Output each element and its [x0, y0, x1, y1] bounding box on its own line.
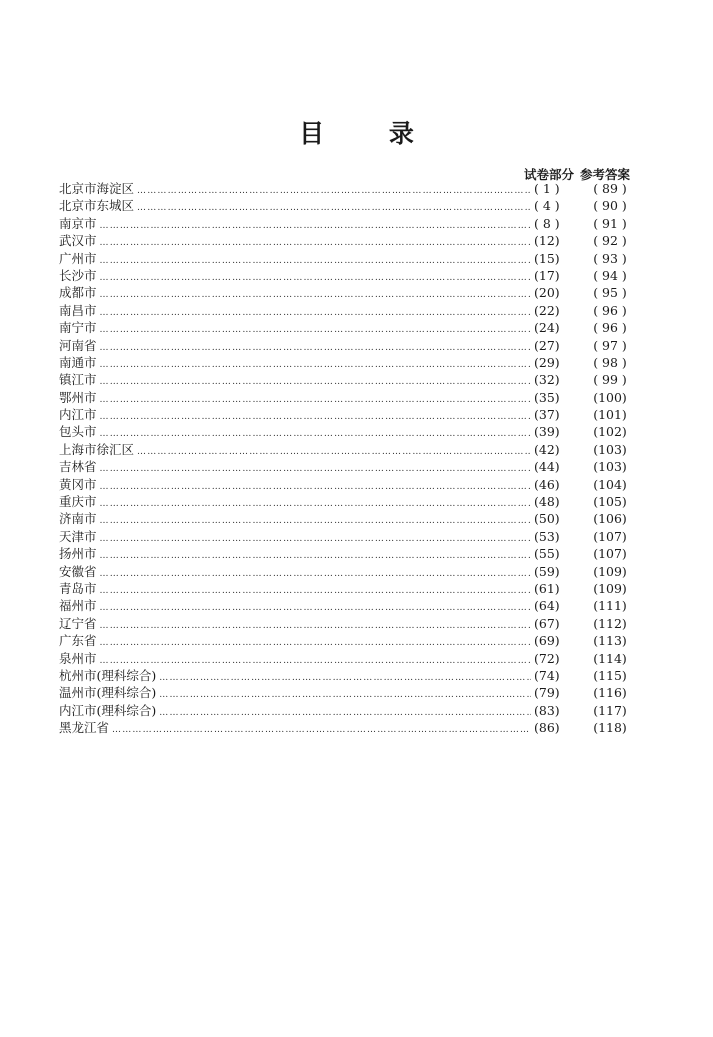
toc-entry-name: 鄂州市 — [59, 389, 97, 405]
toc-entry-name: 青岛市 — [59, 580, 97, 596]
toc-leader-dots — [137, 200, 531, 217]
toc-entry-answer-page: (114) — [593, 650, 627, 666]
toc-entry-name: 南通市 — [59, 354, 97, 370]
table-of-contents — [59, 180, 634, 737]
toc-entry-page: (72) — [534, 650, 560, 666]
toc-entry-name: 南昌市 — [59, 302, 97, 318]
toc-entry-page: (24) — [534, 320, 560, 336]
toc-leader-dots — [100, 322, 531, 339]
toc-entry-answer-page: (104) — [593, 476, 627, 492]
toc-entry-name: 天津市 — [59, 528, 97, 544]
toc-entry-answer-page: ( 92 ) — [593, 233, 627, 249]
toc-leader-dots — [100, 461, 531, 478]
toc-entry-answer-page: ( 98 ) — [593, 354, 627, 370]
toc-leader-dots — [100, 409, 531, 426]
toc-entry-name: 黑龙江省 — [59, 720, 110, 736]
toc-leader-dots — [159, 687, 531, 704]
toc-entry[interactable] — [59, 423, 634, 440]
toc-entry-page: (61) — [534, 580, 560, 596]
toc-entry-page: (12) — [534, 233, 560, 249]
toc-entry-page: (48) — [534, 494, 560, 510]
toc-entry[interactable] — [59, 215, 634, 232]
toc-entry-answer-page: (113) — [593, 633, 627, 649]
toc-entry-page: ( 4 ) — [534, 198, 560, 214]
toc-entry[interactable] — [59, 441, 634, 458]
toc-entry[interactable] — [59, 580, 634, 597]
toc-entry[interactable] — [59, 528, 634, 545]
toc-entry-page: (86) — [534, 720, 560, 736]
toc-entry-name: 南京市 — [59, 215, 97, 231]
toc-entry[interactable] — [59, 319, 634, 336]
toc-entry-answer-page: (112) — [593, 615, 627, 631]
toc-leader-dots — [100, 513, 531, 530]
toc-leader-dots — [100, 270, 531, 287]
toc-leader-dots — [100, 392, 531, 409]
toc-entry-name: 吉林省 — [59, 459, 97, 475]
toc-entry-name: 杭州市(理科综合) — [59, 667, 157, 683]
toc-entry-page: (32) — [534, 372, 560, 388]
toc-entry-answer-page: ( 89 ) — [593, 181, 627, 196]
toc-entry-page: (55) — [534, 546, 560, 562]
toc-leader-dots — [100, 479, 531, 496]
toc-entry-answer-page: (109) — [593, 580, 627, 596]
toc-leader-dots — [100, 600, 531, 617]
toc-leader-dots — [159, 670, 531, 687]
toc-entry-name: 内江市(理科综合) — [59, 702, 157, 718]
toc-entry[interactable] — [59, 493, 634, 510]
toc-entry-name: 安徽省 — [59, 563, 97, 579]
toc-entry-answer-page: (100) — [593, 389, 627, 405]
paper-column-header: 试卷部分 — [524, 167, 575, 182]
toc-entry[interactable] — [59, 632, 634, 649]
toc-entry[interactable] — [59, 667, 634, 684]
toc-entry[interactable] — [59, 563, 634, 580]
toc-entry-page: (74) — [534, 667, 560, 683]
toc-entry-page: (37) — [534, 407, 560, 423]
toc-leader-dots — [100, 253, 531, 270]
toc-entry-page: (42) — [534, 441, 560, 457]
toc-entry[interactable] — [59, 719, 634, 736]
toc-entry-page: (50) — [534, 511, 560, 527]
toc-entry-page: (67) — [534, 615, 560, 631]
toc-leader-dots — [100, 287, 531, 304]
toc-entry-answer-page: ( 97 ) — [593, 337, 627, 353]
toc-entry-name: 成都市 — [59, 285, 97, 301]
toc-leader-dots — [100, 218, 531, 235]
toc-leader-dots — [100, 340, 531, 357]
toc-leader-dots — [100, 531, 531, 548]
toc-entry[interactable] — [59, 406, 634, 423]
toc-entry-name: 河南省 — [59, 337, 97, 353]
toc-entry-answer-page: ( 96 ) — [593, 320, 627, 336]
toc-entry-name: 南宁市 — [59, 320, 97, 336]
toc-entry-page: (15) — [534, 250, 560, 266]
toc-entry-answer-page: (115) — [593, 667, 627, 683]
toc-entry[interactable] — [59, 232, 634, 249]
toc-entry-answer-page: (107) — [593, 528, 627, 544]
toc-entry-answer-page: (109) — [593, 563, 627, 579]
toc-entry-answer-page: (103) — [593, 459, 627, 475]
toc-entry-answer-page: ( 95 ) — [593, 285, 627, 301]
toc-entry-answer-page: (106) — [593, 511, 627, 527]
toc-entry-name: 内江市 — [59, 407, 97, 423]
toc-entry-name: 扬州市 — [59, 546, 97, 562]
toc-entry-page: (46) — [534, 476, 560, 492]
toc-leader-dots — [100, 566, 531, 583]
toc-entry-page: ( 1 ) — [534, 181, 560, 196]
toc-entry-name: 镇江市 — [59, 372, 97, 388]
toc-entry-answer-page: (101) — [593, 407, 627, 423]
page-title: 目 录 — [299, 119, 442, 148]
toc-entry[interactable] — [59, 337, 634, 354]
toc-entry[interactable] — [59, 597, 634, 614]
toc-entry-answer-page: (102) — [593, 424, 627, 440]
toc-entry-name: 武汉市 — [59, 233, 97, 249]
toc-entry-answer-page: ( 91 ) — [593, 215, 627, 231]
toc-leader-dots — [100, 496, 531, 513]
toc-entry-page: (59) — [534, 563, 560, 579]
toc-entry-page: (27) — [534, 337, 560, 353]
toc-entry[interactable] — [59, 354, 634, 371]
toc-leader-dots — [100, 357, 531, 374]
toc-entry-answer-page: ( 93 ) — [593, 250, 627, 266]
toc-entry[interactable] — [59, 545, 634, 562]
toc-leader-dots — [100, 635, 531, 652]
toc-entry-answer-page: (111) — [593, 598, 627, 614]
toc-entry-page: (20) — [534, 285, 560, 301]
toc-leader-dots — [137, 183, 531, 200]
toc-entry-name: 长沙市 — [59, 267, 97, 283]
toc-entry-page: (83) — [534, 702, 560, 718]
toc-entry-answer-page: ( 99 ) — [593, 372, 627, 388]
toc-leader-dots — [100, 618, 531, 635]
toc-leader-dots — [100, 426, 531, 443]
toc-entry-name: 上海市徐汇区 — [59, 441, 135, 457]
toc-entry[interactable] — [59, 684, 634, 701]
toc-entry-page: (64) — [534, 598, 560, 614]
toc-entry-name: 温州市(理科综合) — [59, 685, 157, 701]
toc-entry[interactable] — [59, 476, 634, 493]
toc-entry-name: 泉州市 — [59, 650, 97, 666]
toc-entry-name: 包头市 — [59, 424, 97, 440]
toc-entry-name: 辽宁省 — [59, 615, 97, 631]
toc-entry[interactable] — [59, 371, 634, 388]
toc-entry-name: 北京市海淀区 — [59, 181, 135, 196]
toc-entry[interactable] — [59, 458, 634, 475]
toc-entry-name: 福州市 — [59, 598, 97, 614]
toc-entry-answer-page: (116) — [593, 685, 627, 701]
toc-leader-dots — [100, 583, 531, 600]
toc-leader-dots — [112, 722, 531, 739]
toc-entry-page: (17) — [534, 267, 560, 283]
toc-entry-name: 广州市 — [59, 250, 97, 266]
toc-entry-name: 广东省 — [59, 633, 97, 649]
toc-entry[interactable] — [59, 267, 634, 284]
toc-entry-page: (35) — [534, 389, 560, 405]
toc-entry-page: (29) — [534, 354, 560, 370]
toc-leader-dots — [137, 444, 531, 461]
toc-entry[interactable] — [59, 702, 634, 719]
toc-entry-name: 重庆市 — [59, 494, 97, 510]
toc-entry-answer-page: ( 96 ) — [593, 302, 627, 318]
toc-entry[interactable] — [59, 510, 634, 527]
toc-entry-page: (53) — [534, 528, 560, 544]
toc-entry-answer-page: (103) — [593, 441, 627, 457]
toc-entry[interactable] — [59, 197, 634, 214]
toc-entry-page: (39) — [534, 424, 560, 440]
toc-entry-name: 黄冈市 — [59, 476, 97, 492]
toc-entry[interactable] — [59, 389, 634, 406]
toc-entry-answer-page: ( 94 ) — [593, 267, 627, 283]
toc-leader-dots — [100, 235, 531, 252]
toc-entry-page: (69) — [534, 633, 560, 649]
toc-entry-answer-page: (105) — [593, 494, 627, 510]
toc-entry[interactable] — [59, 650, 634, 667]
answer-column-header: 参考答案 — [580, 167, 631, 182]
toc-entry[interactable] — [59, 180, 634, 197]
toc-entry-answer-page: ( 90 ) — [593, 198, 627, 214]
toc-entry-answer-page: (117) — [593, 702, 627, 718]
toc-leader-dots — [100, 374, 531, 391]
toc-entry[interactable] — [59, 284, 634, 301]
toc-leader-dots — [100, 653, 531, 670]
toc-leader-dots — [100, 548, 531, 565]
toc-entry-name: 济南市 — [59, 511, 97, 527]
toc-entry-page: (22) — [534, 302, 560, 318]
toc-leader-dots — [159, 705, 531, 722]
toc-entry-page: ( 8 ) — [534, 215, 560, 231]
toc-entry[interactable] — [59, 302, 634, 319]
toc-entry[interactable] — [59, 250, 634, 267]
toc-leader-dots — [100, 305, 531, 322]
toc-entry-answer-page: (107) — [593, 546, 627, 562]
toc-entry-answer-page: (118) — [593, 720, 627, 736]
toc-entry[interactable] — [59, 615, 634, 632]
toc-entry-page: (79) — [534, 685, 560, 701]
toc-entry-page: (44) — [534, 459, 560, 475]
toc-entry-name: 北京市东城区 — [59, 198, 135, 214]
